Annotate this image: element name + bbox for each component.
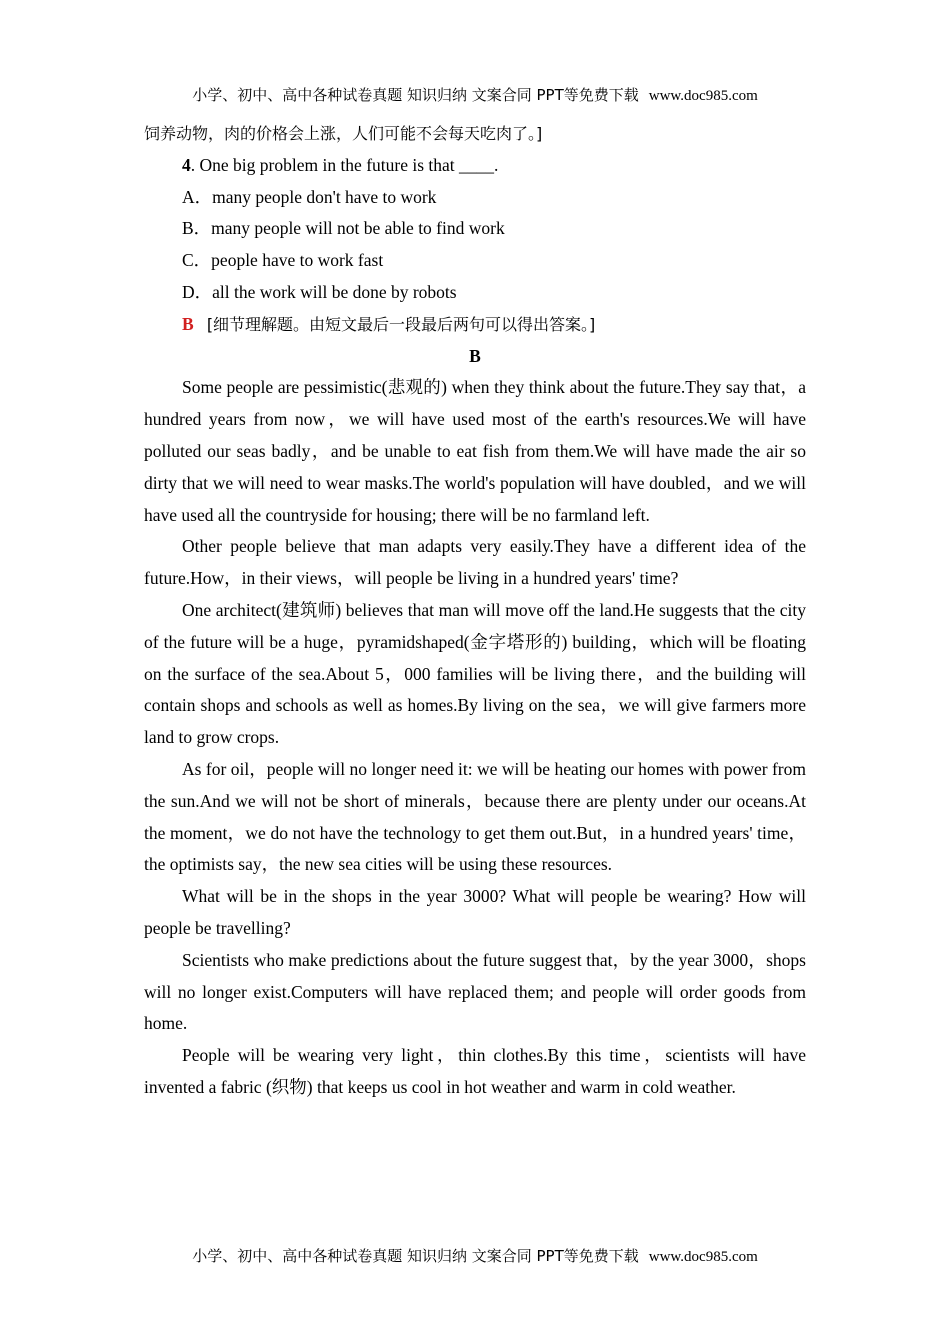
answer-letter: B xyxy=(182,313,194,334)
page-footer xyxy=(0,1245,950,1266)
option-b: B．many people will not be able to find work xyxy=(182,218,505,239)
previous-explanation-tail: 饲养动物，肉的价格会上涨，人们可能不会每天吃肉了。] xyxy=(144,124,543,143)
option-c: C．people have to work fast xyxy=(182,250,384,271)
option-a: A．many people don't have to work xyxy=(182,186,437,207)
header-url[interactable]: www.doc985.com xyxy=(648,88,758,104)
document-body xyxy=(144,118,806,1104)
page-header xyxy=(0,84,950,105)
footer-url[interactable]: www.doc985.com xyxy=(648,1249,758,1265)
question-number: 4 xyxy=(182,154,191,175)
option-d: D．all the work will be done by robots xyxy=(182,281,457,302)
passage-paragraph: Scientists who make predictions about the future suggest that，by the year 3000，shops will no longer exist.Computers will have replaced them; and people will order goods from home. xyxy=(144,949,806,1034)
passage-paragraph: People will be wearing very light，thin clothes.By this time，scientists will have invented a fabric (织物) that keeps us cool in hot weather and warm in cold weather. xyxy=(144,1045,806,1097)
passage-paragraph: Some people are pessimistic(悲观的) when they think about the future.They say that，a hundred years from now，we will have used most of the earth's resources.We will have polluted our seas badly，and be unable to eat fish from them.We will have made the air so dirty that we will need to wear masks.The world's population will have doubled，and we will have used all the countryside for housing; there will be no farmland left. xyxy=(144,377,806,525)
header-text: 小学、初中、高中各种试卷真题 知识归纳 文案合同 PPT等免费下载 xyxy=(192,86,639,104)
footer-text: 小学、初中、高中各种试卷真题 知识归纳 文案合同 PPT等免费下载 xyxy=(192,1247,639,1265)
answer-line xyxy=(144,309,806,341)
question-4-stem xyxy=(144,150,806,182)
passage-paragraph: One architect(建筑师) believes that man will move off the land.He suggests that the city of the future will be a huge，pyramidshaped(金字塔形的) building，which will be floating on the surface of the sea.About 5，000 families will be living there，and the building will contain shops and schools as well as homes.By living on the sea，we will give farmers more land to grow crops. xyxy=(144,599,806,748)
passage-paragraph: Other people believe that man adapts very easily.They have a different idea of the future.How，in their views，will people be living in a hundred years' time? xyxy=(144,536,806,589)
passage-paragraph: What will be in the shops in the year 3000? What will people be wearing? How will people be travelling? xyxy=(144,886,806,938)
question-stem-text: . One big problem in the future is that ____. xyxy=(190,154,499,175)
passage-paragraph: As for oil，people will no longer need it: we will be heating our homes with power from the sun.And we will not be short of minerals，because there are plenty under our oceans.At the moment，we do not have the technology to get them out.But，in a hundred years' time，the optimists say，the new sea cities will be using these resources. xyxy=(144,758,806,875)
passage-title: B xyxy=(469,345,481,366)
answer-explanation: [细节理解题。由短文最后一段最后两句可以得出答案。] xyxy=(206,314,596,334)
